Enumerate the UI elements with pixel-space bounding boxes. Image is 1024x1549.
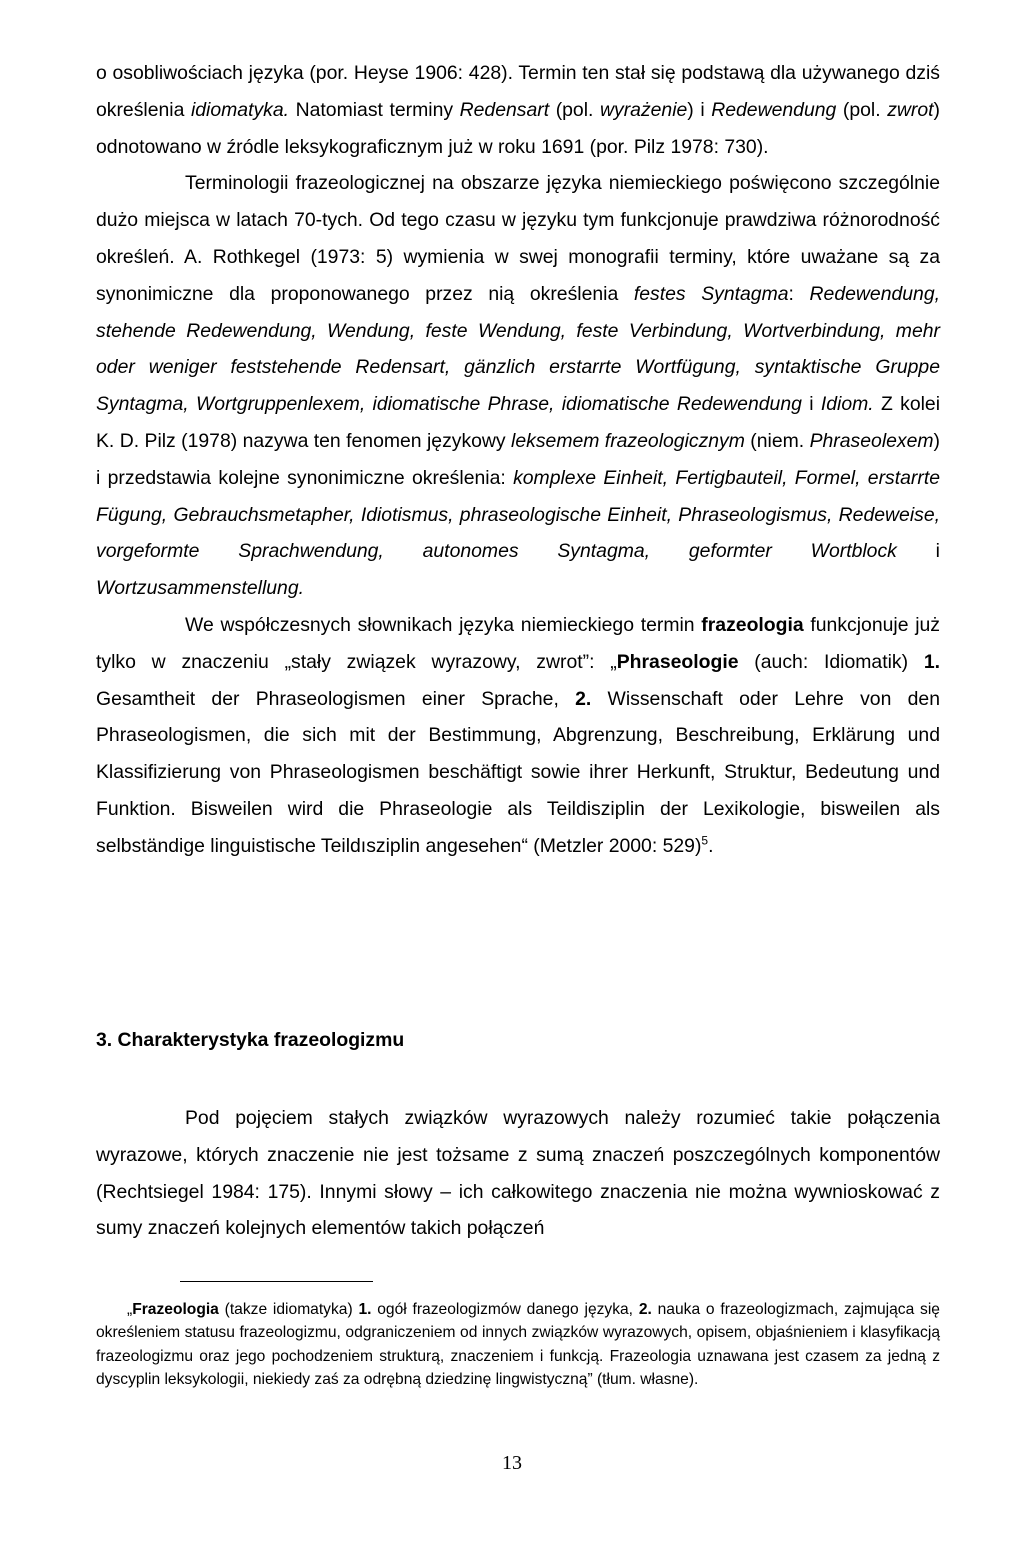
text-run: o osobliwościach języka (por. Heyse 1906: 428). Termin ten stał się podstawą dla używanego dziś określenia	[96, 62, 940, 121]
page-number: 13	[502, 1452, 522, 1474]
text-run: idiomatyka.	[190, 98, 290, 121]
text-run: zwrot	[887, 98, 934, 121]
text-run: 1.	[923, 650, 941, 673]
text-run: funkcjonuje już tylko w znaczeniu „stały związek wyrazowy, zwrot”: „	[96, 613, 940, 673]
text-run: (auch: Idiomatik)	[738, 650, 924, 673]
text-run: frazeologia	[701, 613, 804, 636]
text-run: Wortzusammenstellung.	[96, 577, 304, 600]
paragraph	[96, 55, 940, 165]
text-run: 1.	[358, 1301, 372, 1318]
text-run: komplexe Einheit, Fertigbauteil, Formel, erstarrte Fügung, Gebrauchsmetapher, Idiotismus, phraseologische Einheit, Phraseologismus, Redeweise, vorgeformte Sprachwendung, autonomes Syntagma, geformter Wortblock	[96, 466, 941, 563]
section-paragraph: Pod pojęciem stałych związków wyrazowych należy rozumieć takie połączenia wyrazowe, których znaczenie nie jest tożsame z sumą znaczeń poszczególnych komponentów (Rechtsiegel 1984: 175). Innymi słowy – ich całkowitego znaczenia nie można wywnioskować z sumy znaczeń kolejnych elementów takich połączeń	[96, 1107, 940, 1240]
text-run: ) i przedstawia kolejne synonimiczne określenia:	[96, 429, 941, 489]
text-run: ogół frazeologizmów danego języka,	[371, 1301, 639, 1318]
text-run: :	[788, 282, 810, 305]
text-run: Frazeologia	[132, 1301, 219, 1318]
text-run: i	[896, 540, 940, 563]
text-run: 2.	[638, 1301, 652, 1318]
text-run: Terminologii frazeologicznej na obszarze języka niemieckiego poświęcono szczególnie dużo miejsca w latach 70-tych. Od tego czasu w języku tym funkcjonuje prawdziwa różnorodność określeń. A. Rothkegel (1973: 5) wymienia w swej monografii terminy, które uważane są za synonimiczne dla proponowanego przez nią określenia	[96, 172, 940, 305]
text-run: nauka o frazeologizmach, zajmująca się określeniem statusu frazeologizmu, odgraniczeniem od innych związków wyrazowych, opisem, objaśnieniem i klasyfikacją frazeologizmu oraz jego pochodzeniem strukturą, znaczeniem i funkcją. Frazeologia uznawana jest czasem za jedną z dyscyplin leksykologii, niekiedy zaś za odrębną dziedzinę lingwistyczną” (tłum. własne).	[96, 1301, 940, 1389]
text-run: Redewendung, stehende Redewendung, Wendung, feste Wendung, feste Verbindung, Wortverbindung, mehr oder weniger feststehende Redensart, gänzlich erstarrte Wortfügung, syntaktische Gruppe Syntagma, Wortgruppenlexem, idiomatische Phrase, idiomatische Redewendung	[96, 282, 940, 416]
paragraph	[96, 607, 940, 865]
text-run: ) odnotowano w źródle leksykograficznym już w roku 1691 (por. Pilz 1978: 730).	[96, 98, 940, 158]
section-body	[96, 1100, 940, 1247]
text-run: (pol.	[549, 98, 600, 121]
text-run: wyrażenie	[600, 98, 688, 121]
text-run: .	[708, 834, 714, 857]
footnote-separator	[180, 1281, 373, 1282]
text-run: 2.	[575, 687, 592, 710]
body-text	[96, 55, 940, 865]
text-run: (pol.	[836, 98, 888, 121]
text-run: Redensart	[459, 98, 550, 121]
text-run: 5	[701, 833, 709, 848]
text-run: Natomiast terminy	[289, 98, 460, 121]
text-run: Phraseolexem	[809, 429, 934, 452]
text-run: ) i	[687, 98, 712, 121]
text-run: Z kolei K. D. Pilz (1978) nazywa ten fenomen językowy	[96, 393, 941, 452]
text-run: i	[801, 393, 821, 416]
section-heading: 3. Charakterystyka frazeologizmu	[96, 1029, 405, 1051]
text-run: leksemem frazeologicznym	[511, 429, 745, 452]
text-run: Gesamtheit der Phraseologismen einer Sprache,	[96, 687, 576, 710]
text-run: Phraseologie	[616, 650, 739, 673]
text-run: Redewendung	[711, 98, 837, 121]
text-run: (takze idiomatyka)	[218, 1301, 359, 1318]
text-run: (niem.	[744, 429, 810, 452]
text-run: Idiom.	[820, 393, 874, 416]
text-run: „	[127, 1301, 133, 1318]
text-run: festes Syntagma	[633, 282, 789, 305]
footnote	[96, 1298, 940, 1392]
footnote-text	[96, 1298, 940, 1392]
text-run: We współczesnych słownikach języka niemieckiego termin	[185, 613, 702, 636]
text-run: Wissenschaft oder Lehre von den Phraseologismen, die sich mit der Bestimmung, Abgrenzung, Beschreibung, Erklärung und Klassifizierung von Phraseologismen beschäftigt sowie ihrer Herkunft, Struktur, Bedeutung und Funktion. Bisweilen wird die Phraseologie als Teildisziplin der Lexikologie, bisweilen als selbständige linguistische Teildısziplin angesehen“ (Metzler 2000: 529)	[96, 687, 940, 857]
paragraph	[96, 165, 940, 607]
